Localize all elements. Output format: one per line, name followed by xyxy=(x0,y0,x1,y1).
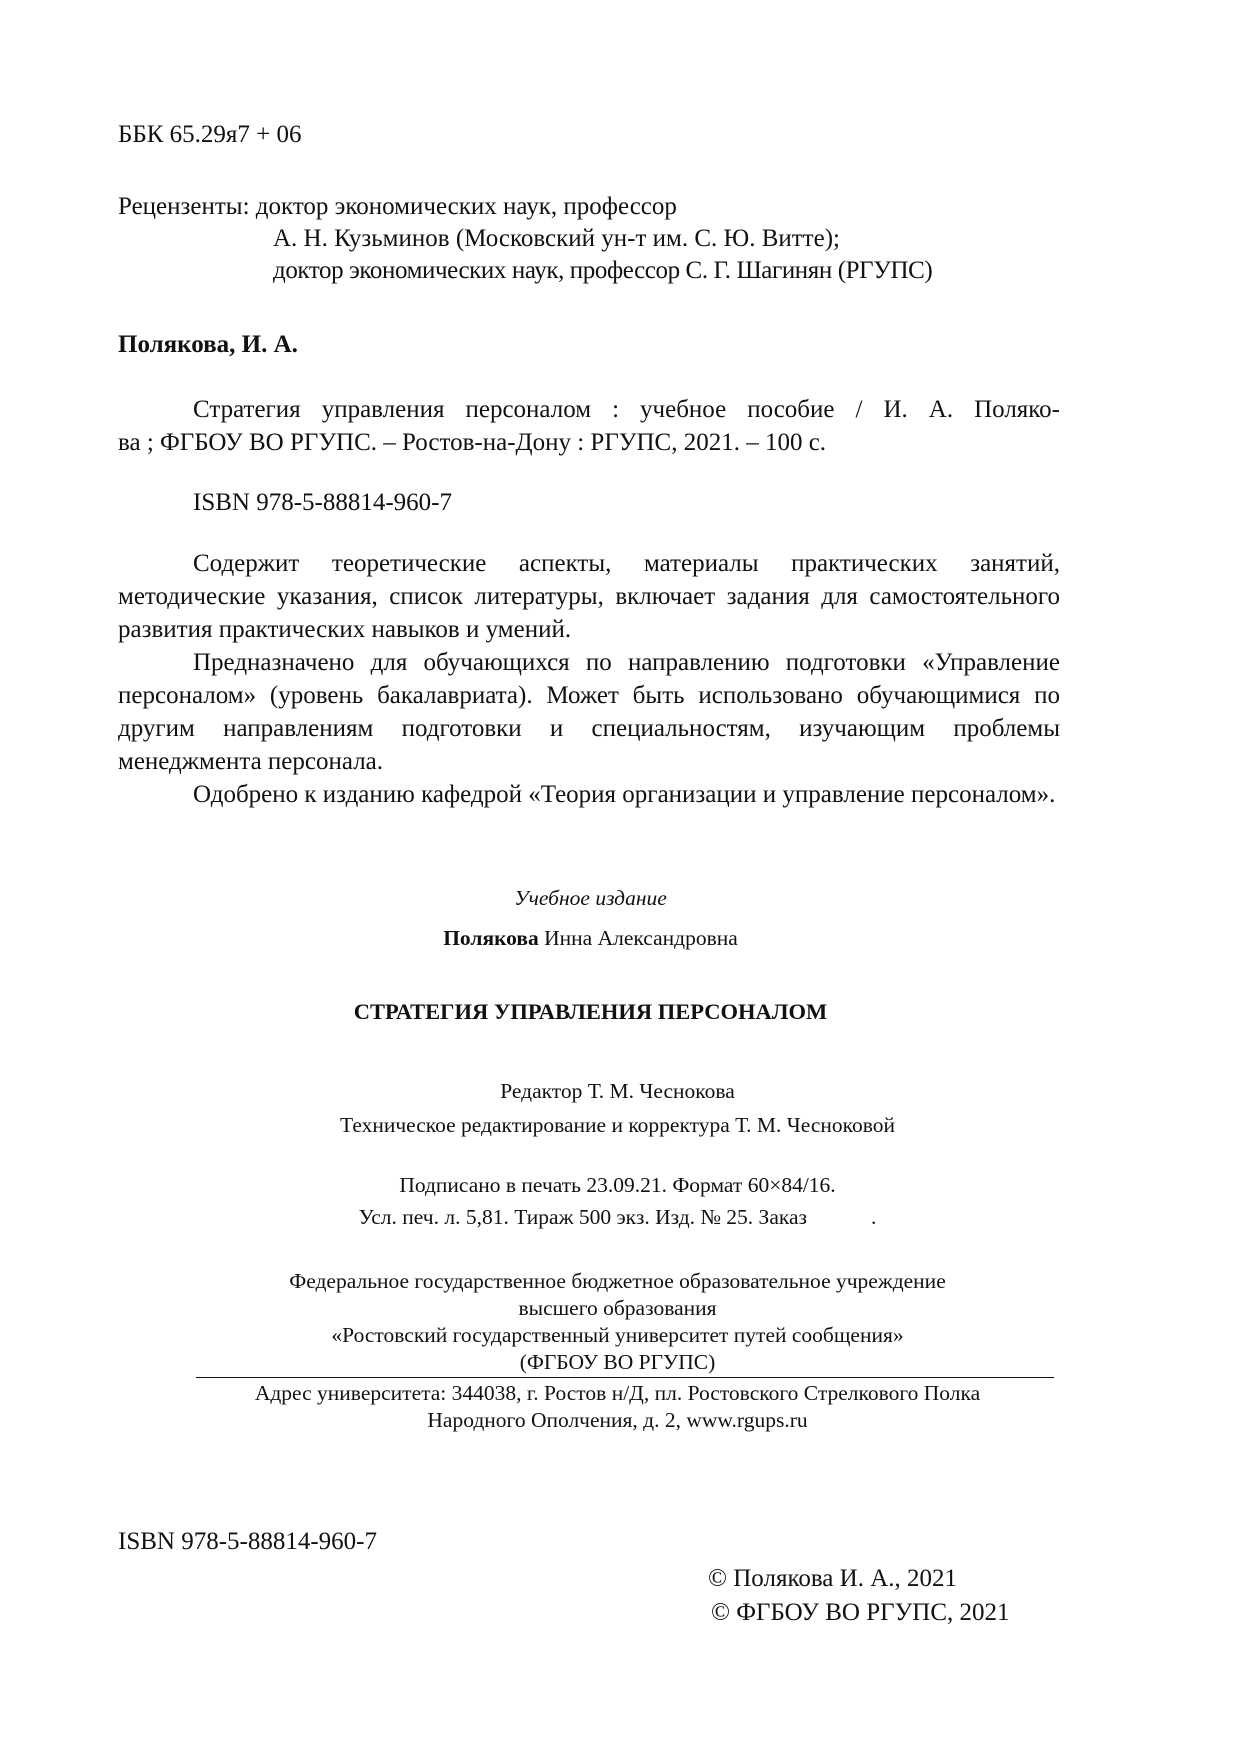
publisher-line-1: Федеральное государственное бюджетное образовательное учреждение xyxy=(289,1269,946,1293)
book-title: СТРАТЕГИЯ УПРАВЛЕНИЯ ПЕРСОНАЛОМ xyxy=(353,999,828,1024)
publisher-abbreviation: (ФГБОУ ВО РГУПС) xyxy=(519,1350,716,1374)
bibliographic-line-1: Стратегия управления персоналом : учебное пособие / И. А. Поляко- xyxy=(193,396,1060,423)
publisher-line-3: «Ростовский государственный университет путей сообщения» xyxy=(331,1323,904,1347)
author-surname: Полякова xyxy=(443,926,539,950)
order-number-dot: . xyxy=(871,1205,877,1229)
publisher-address-line-2: Народного Ополчения, д. 2, www.rgups.ru xyxy=(427,1408,808,1432)
publisher-line-2: высшего образования xyxy=(518,1296,717,1320)
isbn-top: ISBN 978-5-88814-960-7 xyxy=(193,489,453,516)
reviewer-2: доктор экономических наук, профессор С. Г. Шагинян (РГУПС) xyxy=(273,257,933,284)
editor-credit: Редактор Т. М. Чеснокова xyxy=(500,1079,735,1103)
print-run-details: Усл. печ. л. 5,81. Тираж 500 экз. Изд. № 25. Заказ xyxy=(358,1205,808,1229)
print-info-line-1: Подписано в печать 23.09.21. Формат 60×84/16. xyxy=(399,1173,836,1197)
copyright-publisher: © ФГБОУ ВО РГУПС, 2021 xyxy=(711,1599,1010,1626)
separator-rule xyxy=(196,1377,1054,1378)
author-full-name xyxy=(0,925,1211,952)
reviewers-label: Рецензенты: доктор экономических наук, профессор xyxy=(118,193,677,220)
edition-type: Учебное издание xyxy=(514,886,667,910)
tech-editor-credit: Техническое редактирование и корректура Т. М. Чесноковой xyxy=(340,1113,895,1137)
reviewer-1: А. Н. Кузьминов (Московский ун-т им. С. Ю. Витте); xyxy=(273,225,840,252)
annotation-paragraph-1: Содержит теоретические аспекты, материалы практических занятий, методические указания, список литературы, включает задания для самостоятельного развития практических навыков и умений. xyxy=(118,550,1060,643)
bbk-code: ББК 65.29я7 + 06 xyxy=(118,121,302,148)
annotation xyxy=(118,547,1060,811)
bibliographic-line-2: ва ; ФГБОУ ВО РГУПС. – Ростов-на-Дону : РГУПС, 2021. – 100 с. xyxy=(118,429,827,456)
print-info-line-2 xyxy=(0,1204,1238,1231)
annotation-paragraph-2: Предназначено для обучающихся по направлению подготовки «Управление персоналом» (уровень бакалавриата). Может быть использовано обучающимися по другим направлениям подготовки и специальностям, изучающим проблемы менеджмента персонала. xyxy=(118,649,1060,775)
copyright-author: © Полякова И. А., 2021 xyxy=(708,1565,957,1592)
author-heading: Полякова, И. А. xyxy=(118,331,298,358)
author-given-names: Инна Александровна xyxy=(544,926,738,950)
publisher-address-line-1: Адрес университета: 344038, г. Ростов н/Д, пл. Ростовского Стрелкового Полка xyxy=(254,1381,981,1405)
annotation-paragraph-3: Одобрено к изданию кафедрой «Теория организации и управление персоналом». xyxy=(193,781,1056,808)
isbn-bottom: ISBN 978-5-88814-960-7 xyxy=(118,1528,378,1555)
